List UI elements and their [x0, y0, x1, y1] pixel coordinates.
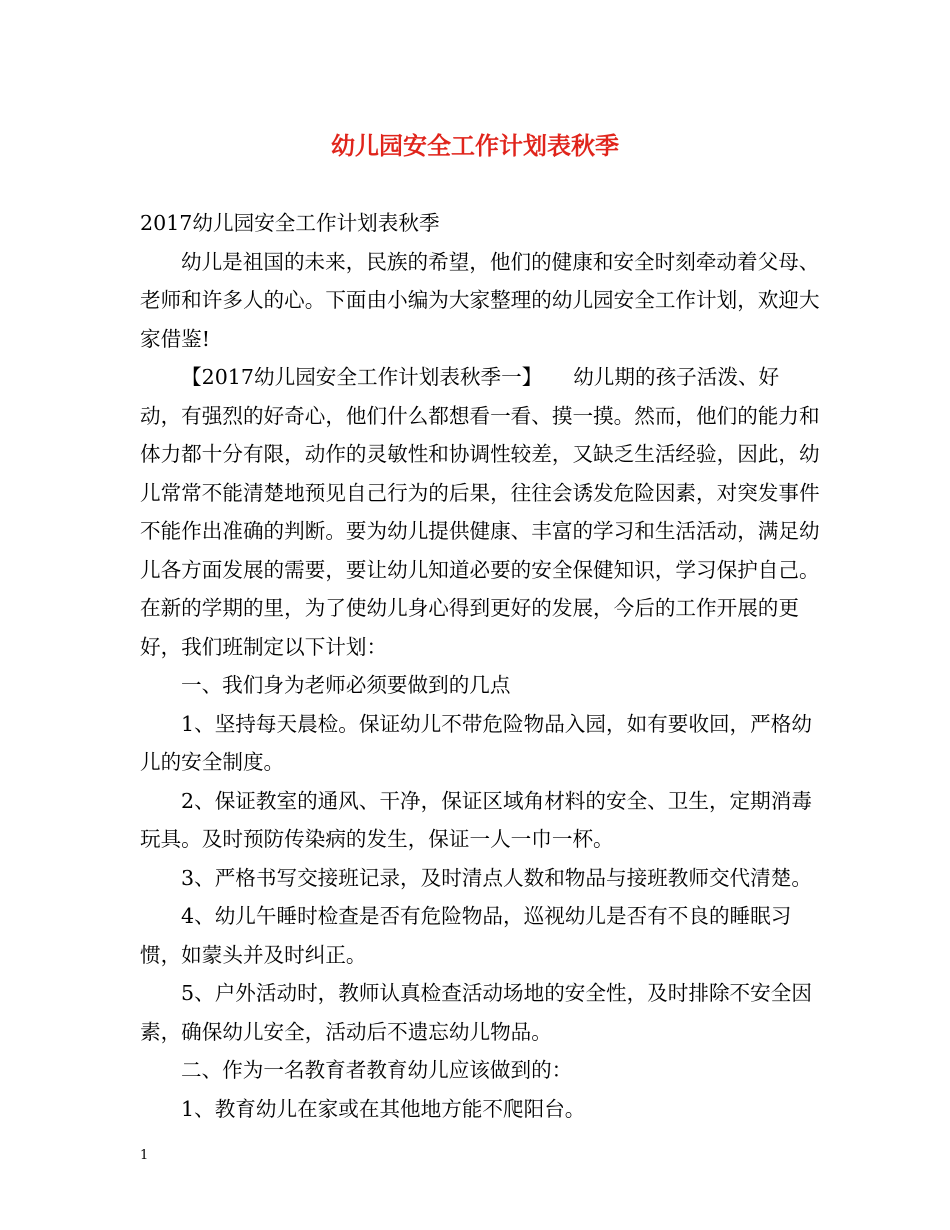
section-heading-educators: 二、作为一名教育者教育幼儿应该做到的： [181, 1058, 573, 1082]
list-item: 2、保证教室的通风、干净，保证区域角材料的安全、卫生，定期消毒玩具。及时预防传染病的发生，保证一人一巾一杯。 [140, 788, 812, 851]
paragraph-intro: 幼儿是祖国的未来，民族的希望，他们的健康和安全时刻牵动着父母、老师和许多人的心。下面由小编为大家整理的幼儿园安全工作计划，欢迎大家借鉴! [140, 249, 820, 351]
paragraph-plan-one: 【2017幼儿园安全工作计划表秋季一】 幼儿期的孩子活泼、好动，有强烈的好奇心，他们什么都想看一看、摸一摸。然而，他们的能力和体力都十分有限，动作的灵敏性和协调性较差，又缺乏生活经验，因此，幼儿常常不能清楚地预见自己行为的后果，往往会诱发危险因素，对突发事件不能作出准确的判断。要为幼儿提供健康、丰富的学习和生活活动，满足幼儿各方面发展的需要，要让幼儿知道必要的安全保健知识，学习保护自己。在新的学期的里，为了使幼儿身心得到更好的发展，今后的工作开展的更好，我们班制定以下计划： [140, 365, 820, 659]
list-item: 5、户外活动时，教师认真检查活动场地的安全性，及时排除不安全因素，确保幼儿安全，活动后不遗忘幼儿物品。 [140, 981, 812, 1044]
document-title: 幼儿园安全工作计划表秋季 [331, 131, 619, 160]
list-item: 3、严格书写交接班记录，及时清点人数和物品与接班教师交代清楚。 [181, 865, 812, 890]
section-heading-teachers: 一、我们身为老师必须要做到的几点 [181, 673, 511, 697]
list-item: 1、教育幼儿在家或在其他地方能不爬阳台。 [181, 1096, 586, 1121]
list-item: 4、幼儿午睡时检查是否有危险物品，巡视幼儿是否有不良的睡眠习惯，如蒙头并及时纠正。 [140, 904, 792, 967]
paragraph-heading: 2017幼儿园安全工作计划表秋季 [140, 211, 440, 235]
document-body [140, 204, 820, 1128]
page-number: 1 [140, 1148, 149, 1163]
list-item: 1、坚持每天晨检。保证幼儿不带危险物品入园，如有要收回，严格幼儿的安全制度。 [140, 711, 812, 774]
